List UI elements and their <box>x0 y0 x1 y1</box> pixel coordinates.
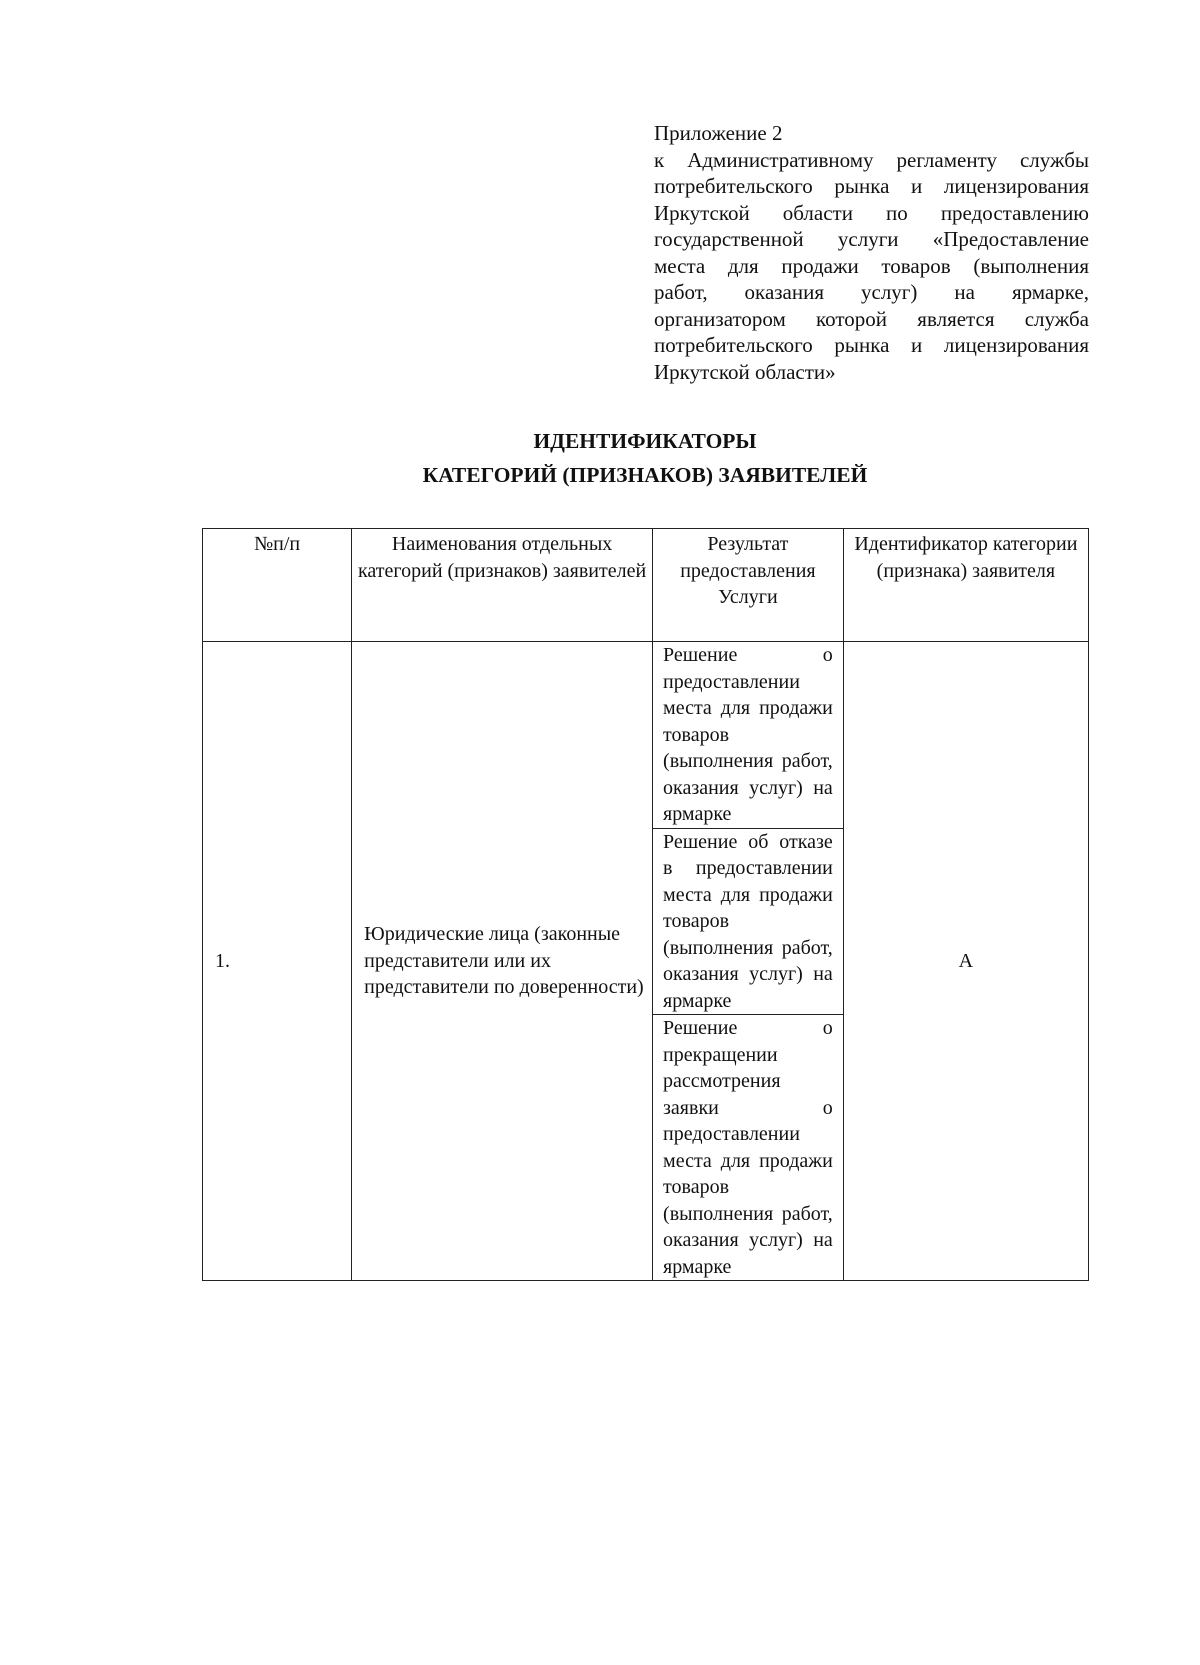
header-number: №п/п <box>203 529 352 642</box>
header-identifier: Идентификатор категории (признака) заявителя <box>843 529 1088 642</box>
appendix-line: государственной услуги «Предоставление <box>654 227 1089 251</box>
row-identifier: А <box>843 642 1088 1281</box>
result-text: Решение о прекращении рассмотрения заявки о предоставлении места для продажи товаров (выполнения работ, оказания услуг) на ярмарке <box>663 1017 833 1278</box>
appendix-line: места для продажи товаров (выполнения <box>654 253 1089 278</box>
title-line-2: КАТЕГОРИЙ (ПРИЗНАКОВ) ЗАЯВИТЕЛЕЙ <box>422 463 868 487</box>
row-results <box>653 642 844 1281</box>
table-row <box>203 642 1089 1281</box>
table-header-row <box>203 529 1089 642</box>
appendix-line: Иркутской области по предоставлению <box>654 200 1089 225</box>
row-number: 1. <box>203 642 352 1281</box>
result-text: Решение о предоставлении места для продажи товаров (выполнения работ, оказания услуг) на ярмарке <box>663 644 833 825</box>
identifiers-table <box>202 528 1089 1281</box>
appendix-line: потребительского рынка и лицензирования <box>654 174 1089 198</box>
appendix-line: организатором которой является служба <box>654 306 1089 331</box>
result-text: Решение об отказе в предоставлении места для продажи товаров (выполнения работ, оказания услуг) на ярмарке <box>663 830 833 1012</box>
appendix-line: работ, оказания услуг) на ярмарке, <box>654 280 1089 304</box>
result-item <box>653 829 843 1016</box>
title-line-1: ИДЕНТИФИКАТОРЫ <box>533 429 757 453</box>
appendix-line: к Административному регламенту службы <box>654 147 1089 172</box>
result-item <box>653 1015 843 1280</box>
appendix-heading: Приложение 2 <box>654 121 783 145</box>
header-result: Результат предоставления Услуги <box>653 529 844 642</box>
row-category: Юридические лица (законные представители или их представители по доверенности) <box>352 642 653 1281</box>
appendix-line: потребительского рынка и лицензирования <box>654 333 1089 357</box>
result-item <box>653 642 843 829</box>
appendix-line: Иркутской области» <box>654 359 836 384</box>
appendix-block <box>654 120 1089 385</box>
document-title <box>0 424 1200 492</box>
header-category: Наименования отдельных категорий (признаков) заявителей <box>352 529 653 642</box>
